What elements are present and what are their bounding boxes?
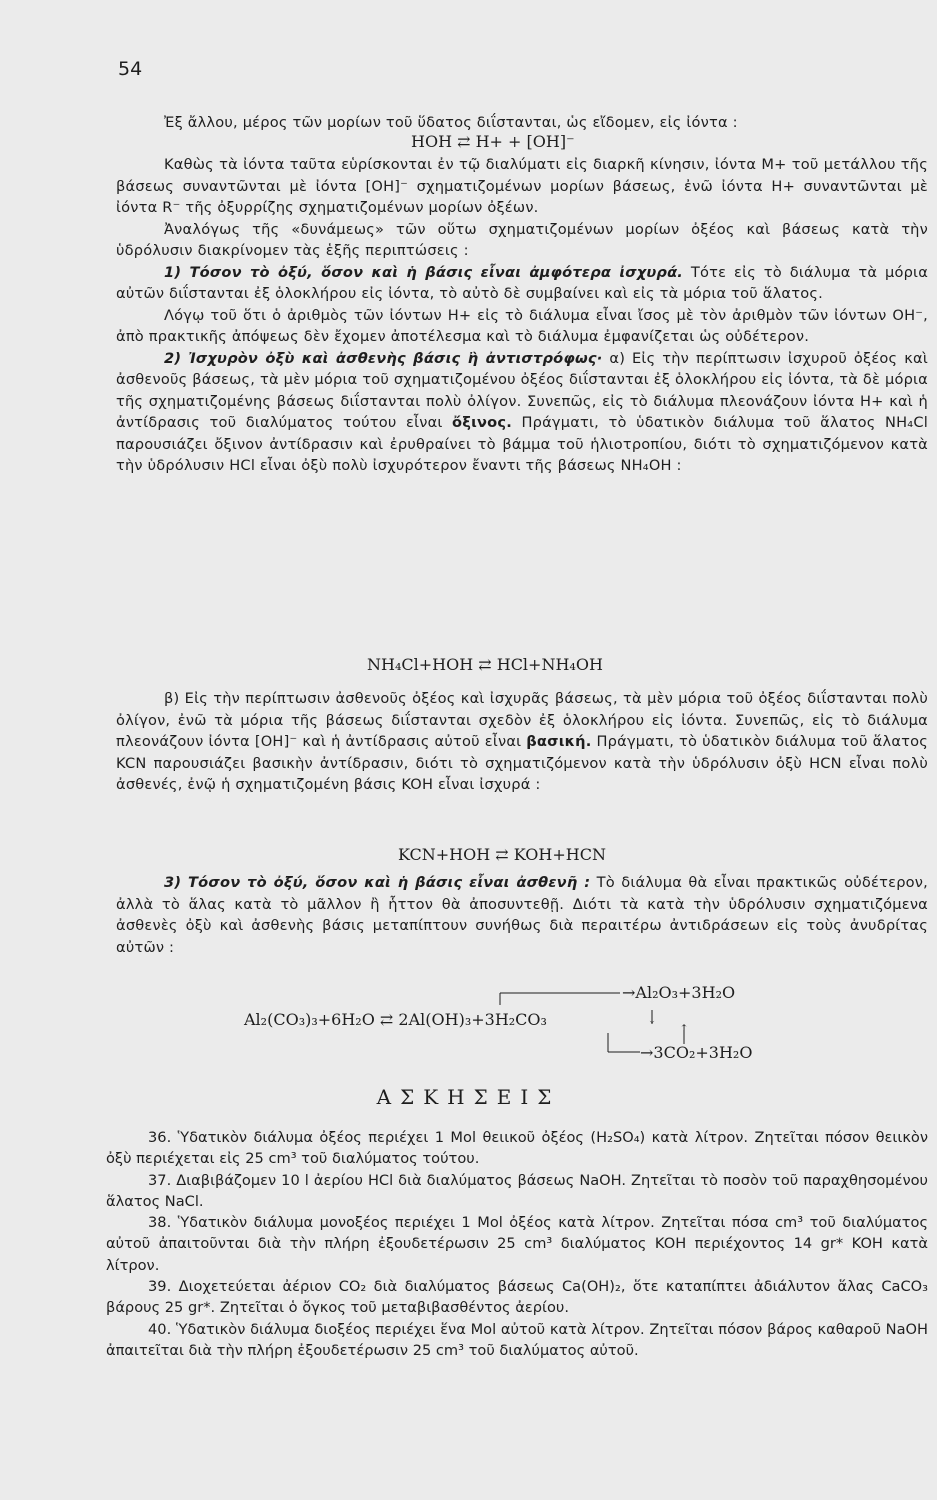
paragraph-6 [116,348,928,477]
paragraph-2: Καθὼς τὰ ἰόντα ταῦτα εὑρίσκονται ἐν τῷ διαλύματι εἰς διαρκῆ κίνησιν, ἰόντα M+ τοῦ μετάλλου τῆς βάσεως συναντῶνται μὲ ἰόντα [OH]⁻ σχηματιζομένων μορίων βάσεως, ἐνῶ ἰόντα H+ συναντῶνται μὲ ἰόντα R⁻ τῆς ὀξυρρίζης σχηματιζομένων μορίων ὀξέων. [116,156,928,216]
paragraph-1: Ἐξ ἄλλου, μέρος τῶν μορίων τοῦ ὕδατος διΐστανται, ὡς εἴδομεν, εἰς ἰόντα : [164,114,738,131]
paragraph-5: Λόγῳ τοῦ ὅτι ὁ ἀριθμὸς τῶν ἰόντων H+ εἰς τὸ διάλυμα εἶναι ἴσος μὲ τὸν ἀριθμὸν τῶν ἰόντων OH⁻, ἀπὸ πρακτικῆς ἀπόψεως δὲν ἔχομεν ἀποτέλεσμα καὶ τὸ διάλυμα ἐμφανίζεται ὡς οὐδέτερον. [116,306,928,345]
intro-paragraph [116,112,928,134]
body-block-3 [116,872,928,958]
case-3-text: Τὸ διάλυμα θὰ εἶναι πρακτικῶς οὐδέτερον, ἀλλὰ τὸ ἅλας κατὰ τὸ μᾶλλον ἢ ἧττον θὰ ἀποσυντεθῇ. Διότι τὰ κατὰ τὴν ὑδρόλυσιν σχηματιζόμενα ἀσθενὲς ὀξὺ καὶ ἀσθενὴς βάσις μεταπίπτουν συνήθως διὰ περαιτέρω ἀντιδράσεων εἰς τοὺς ἀνυδρίτας αὐτῶν : [116,874,929,956]
paragraph-7 [116,688,928,796]
body-block-2 [116,688,928,796]
exercises-heading: ΑΣΚΗΣΕΙΣ [376,1085,561,1109]
body-block-1 [116,154,928,477]
page-number: 54 [118,58,143,80]
exercises-list [106,1127,928,1361]
exercise-item: 36. Ὑδατικὸν διάλυμα ὀξέος περιέχει 1 Mol θειικοῦ ὀξέος (H₂SO₄) κατὰ λίτρον. Ζητεῖται πόσον θειικὸν ὀξὺ περιέχεται εἰς 25 cm³ τοῦ διαλύματος τούτου. [106,1129,928,1168]
equation-al2co3-bottom: →3CO₂+3H₂O [640,1043,753,1062]
exercise-item: 40. Ὑδατικὸν διάλυμα διοξέος περιέχει ἕνα Mol αὐτοῦ κατὰ λίτρον. Ζητεῖται πόσον βάρος καθαροῦ NaOH ἀπαιτεῖται διὰ τὴν πλήρη ἐξουδετέρωσιν 25 cm³ τοῦ διαλύματος αὐτοῦ. [106,1320,928,1359]
equation-al2co3-left: Al₂(CO₃)₃+6H₂O ⇄ 2Al(OH)₃+3H₂CO₃ [244,1010,547,1029]
precipitate-arrow-icon: ↓ [647,1012,658,1026]
case-2b-tail: Πράγματι, τὸ ὑδατικὸν διάλυμα τοῦ ἅλατος KCN παρουσιάζει βασικὴν ἀντίδρασιν, διότι τὸ σχηματιζόμενον κατὰ τὴν ὑδρόλυσιν ὀξὺ HCN εἶναι πολὺ ἀσθενές, ἐνῷ ἡ σχηματιζομένη βάσις KOH εἶναι ἰσχυρά : [116,733,929,793]
paragraph-8 [116,872,928,958]
equation-water-dissociation: HOH ⇄ H+ + [OH]⁻ [411,132,575,151]
basic-word: βασική. [526,733,592,750]
case-1-heading: 1) Τόσον τὸ ὀξύ, ὅσον καὶ ἡ βάσις εἶναι ἀμφότερα ἰσχυρά. [164,263,684,281]
paragraph-4 [116,262,928,305]
acidic-word: ὄξινος. [452,414,512,431]
case-1-text: Τότε εἰς τὸ διάλυμα τὰ μόρια αὐτῶν διΐστανται ἐξ ὁλοκλήρου εἰς ἰόντα, τὸ αὐτὸ δὲ συμβαίνει καὶ εἰς τὰ μόρια τοῦ ἅλατος. [116,263,929,302]
case-3-heading: 3) Τόσον τὸ ὀξύ, ὅσον καὶ ἡ βάσις εἶναι ἀσθενῆ : [164,874,591,891]
exercise-item: 38. Ὑδατικὸν διάλυμα μονοξέος περιέχει 1 Mol ὀξέος κατὰ λίτρον. Ζητεῖται πόσα cm³ τοῦ διαλύματος αὐτοῦ ἀπαιτοῦνται διὰ τὴν πλήρη ἐξουδετέρωσιν 25 cm³ διαλύματος KOH περιέχοντος 14 gr* KOH κατὰ λίτρον. [106,1214,929,1274]
exercise-item: 39. Διοχετεύεται ἀέριον CO₂ διὰ διαλύματος βάσεως Ca(OH)₂, ὅτε καταπίπτει ἀδιάλυτον ἅλας CaCO₃ βάρους 25 gr*. Ζητεῖται ὁ ὄγκος τοῦ μεταβιβασθέντος ἀερίου. [106,1278,928,1317]
case-2b-text: β) Εἰς τὴν περίπτωσιν ἀσθενοῦς ὀξέος καὶ ἰσχυρᾶς βάσεως, τὰ μὲν μόρια τοῦ ὀξέος διΐστανται πολὺ ὀλίγον, ἐνῶ τὰ μόρια τῆς βάσεως διΐστανται σχεδὸν ἐξ ὁλοκλήρου εἰς ἰόντα. Συνεπῶς, εἰς τὸ διάλυμα πλεονάζουν ἰόντα [OH]⁻ καὶ ἡ ἀντίδρασις αὐτοῦ εἶναι [116,690,928,750]
equation-kcn: KCN+HOH ⇄ KOH+HCN [398,845,606,864]
equation-nh4cl: NH₄Cl+HOH ⇄ HCl+NH₄OH [367,655,603,674]
case-2-tail: Πράγματι, τὸ ὑδατικὸν διάλυμα τοῦ ἅλατος NH₄Cl παρουσιάζει ὄξινον ἀντίδρασιν καὶ ἐρυθραίνει τὸ βάμμα τοῦ ἡλιοτροπίου, διότι τὸ σχηματιζόμενον κατὰ τὴν ὑδρόλυσιν HCl εἶναι ὀξὺ πολὺ ἰσχυρότερον ἔναντι τῆς βάσεως NH₄OH : [116,414,928,474]
case-2-heading: 2) Ἰσχυρὸν ὀξὺ καὶ ἀσθενὴς βάσις ἢ ἀντιστρόφως· [164,349,603,367]
gas-arrow-icon: ↑ [679,1022,690,1036]
exercise-item: 37. Διαβιβάζομεν 10 l ἀερίου HCl διὰ διαλύματος βάσεως NaOH. Ζητεῖται τὸ ποσὸν τοῦ παραχθησομένου ἅλατος NaCl. [106,1171,929,1210]
equation-al2co3-top: →Al₂O₃+3H₂O [622,983,736,1002]
case-2-text: α) Εἰς τὴν περίπτωσιν ἰσχυροῦ ὀξέος καὶ ἀσθενοῦς βάσεως, τὰ μὲν μόρια τοῦ σχηματιζομένου ὀξέος διΐστανται ἐξ ὁλοκλήρου εἰς ἰόντα, τὰ δὲ μόρια τῆς σχηματιζομένης βάσεως διΐστανται πολὺ ὀλίγον. Συνεπῶς, εἰς τὸ διάλυμα πλεονάζουν ἰόντα H+ καὶ ἡ ἀντίδρασις τοῦ διαλύματος τούτου εἶναι [116,349,928,431]
paragraph-3: Ἀναλόγως τῆς «δυνάμεως» τῶν οὕτω σχηματιζομένων μορίων ὀξέος καὶ βάσεως κατὰ τὴν ὑδρόλυσιν διακρίνομεν τὰς ἑξῆς περιπτώσεις : [116,220,928,259]
